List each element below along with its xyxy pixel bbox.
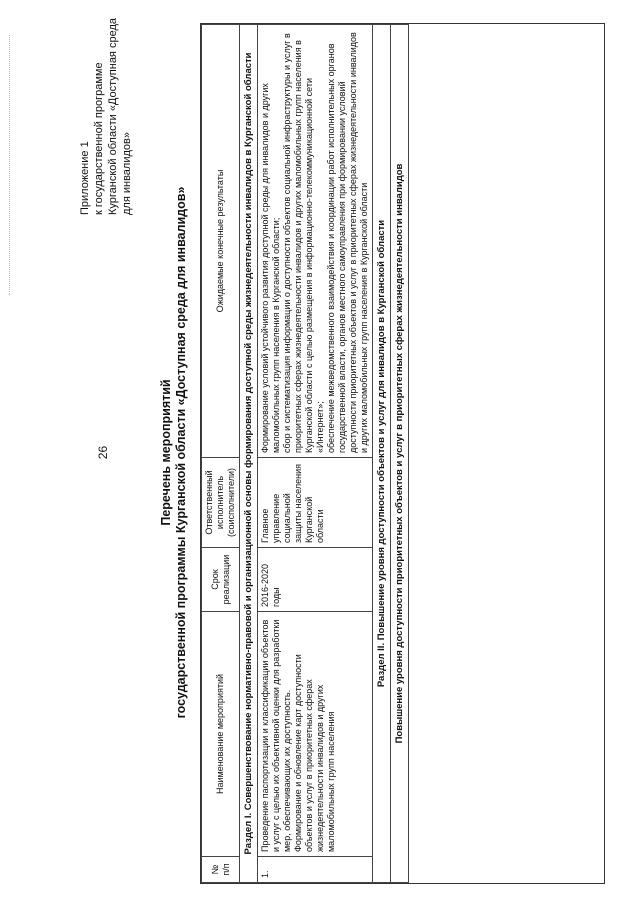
header-term: Срок реализации [202, 548, 240, 612]
section-row [240, 25, 258, 883]
measure-paragraph: Проведение паспортизации и классификации объектов и услуг с целью их объективной оценки для разработки мер, обеспечивающих их доступность. [260, 619, 292, 852]
table-header-row [202, 25, 240, 883]
section-2-heading: Раздел II. Повышение уровня доступности объектов и услуг для инвалидов в Курганской области [373, 25, 391, 883]
appendix-line: для инвалидов» [121, 132, 133, 215]
table-row [258, 25, 373, 883]
row-number: 1. [258, 857, 373, 883]
section-row [373, 25, 391, 883]
appendix-line: к государственной программе [93, 62, 105, 215]
appendix-line: Приложение 1 [79, 141, 91, 215]
page-number: 26 [96, 445, 110, 460]
result-paragraph: обеспечение межведомственного взаимодействия и координации работ исполнительных органов государственной власти, органов местного самоуправления при формировании условий доступности приоритетных объектов и услуг в приоритетных сферах жизнедеятельности инвалидов и других маломобильных групп населения в Курганской области [326, 32, 369, 453]
scan-artifact [9, 35, 13, 295]
header-name: Наименование мероприятий [202, 612, 240, 857]
row-measure-name [258, 612, 373, 857]
header-executor: Ответственный исполнитель (соисполнители) [202, 458, 240, 548]
result-paragraph: Формирование условий устойчивого развития доступной среды для инвалидов и других маломобильных групп населения в Курганской области; [260, 83, 281, 453]
title-line-1: Перечень мероприятий [159, 379, 173, 526]
subsection-row [391, 25, 409, 883]
appendix-line: Курганской области «Доступная среда [107, 18, 119, 215]
section-1-heading: Раздел I. Совершенствование нормативно-правовой и организационной основы формирования доступной среды жизнедеятельности инвалидов в Курганской области [240, 25, 258, 883]
subsection-heading: Повышение уровня доступности приоритетных объектов и услуг в приоритетных сферах жизнедеятельности инвалидов [391, 25, 409, 883]
appendix-note [78, 15, 134, 215]
measure-paragraph: Формирование и обновление карт доступности объектов и услуг в приоритетных сферах жизнедеятельности инвалидов и других маломобильных групп населения [293, 654, 336, 852]
row-results [258, 25, 373, 458]
header-num: № п/п [202, 857, 240, 883]
header-results: Ожидаемые конечные результаты [202, 25, 240, 458]
row-term: 2016-2020 годы [258, 548, 373, 612]
document-title [159, 0, 189, 905]
row-executor: Главное управление социальной защиты населения Курганской области [258, 458, 373, 548]
result-paragraph: сбор и систематизация информации о доступности объектов социальной инфраструктуры и услуг в приоритетных сферах жизнедеятельности инвалидов и других маломобильных групп населения в Курганской области с целью размещения в информационно-телекоммуникационной сети «Интернет»; [282, 33, 325, 453]
title-line-2: государственной программы Курганской области «Доступная среда для инвалидов» [174, 186, 188, 719]
measures-table [200, 23, 605, 884]
